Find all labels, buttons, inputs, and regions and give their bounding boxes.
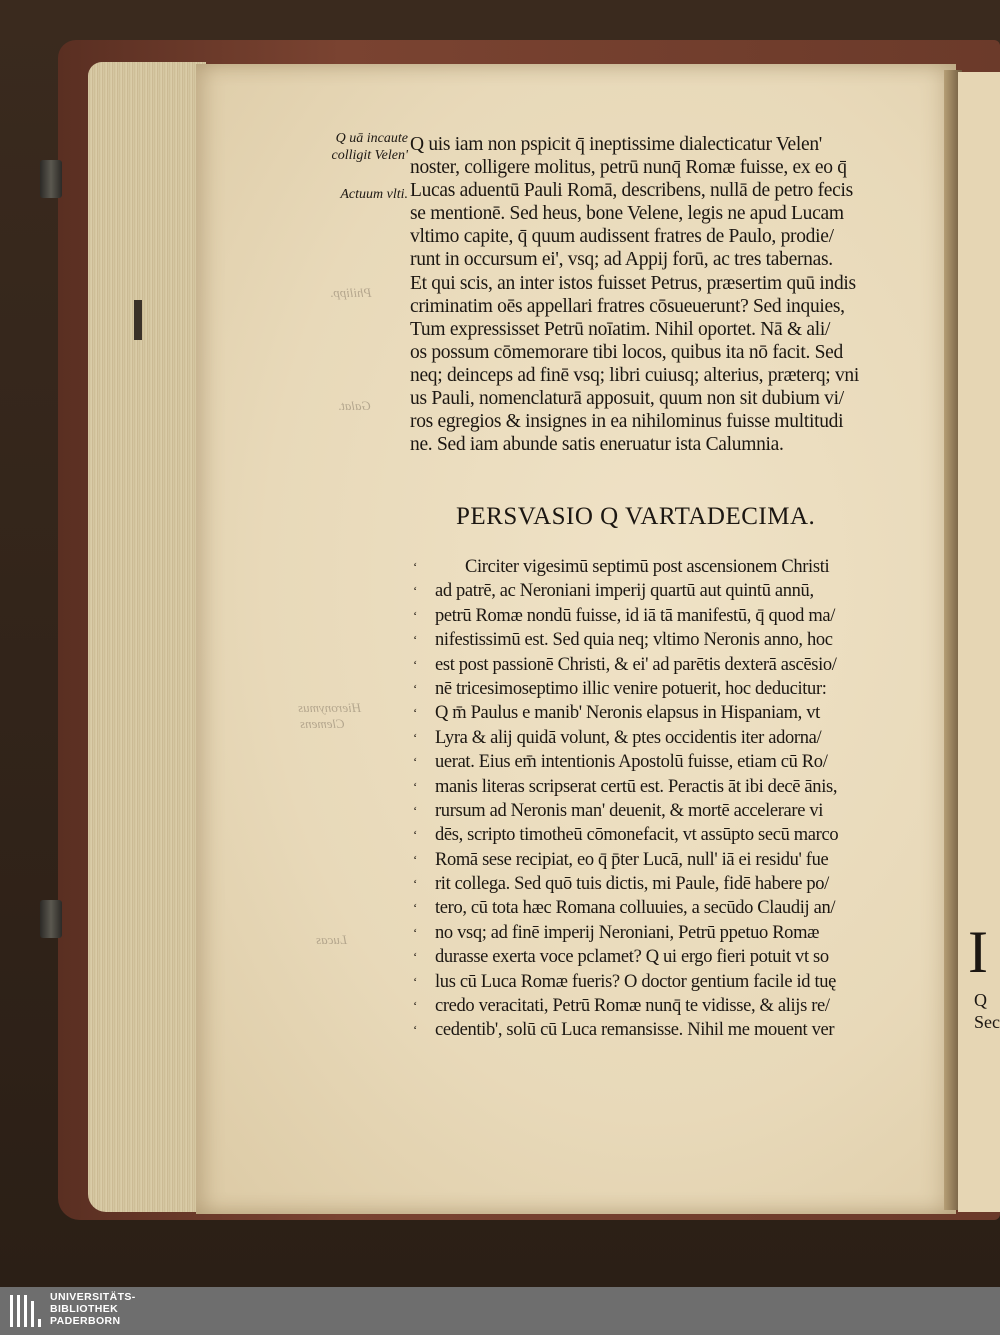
text-line: vltimo capite, q̄ quum audissent fratres de Paulo, prodie/ xyxy=(410,226,834,248)
quote-mark: ʻ xyxy=(413,656,417,672)
text-row xyxy=(413,701,943,725)
quote-mark: ʻ xyxy=(413,729,417,745)
text-line: Lyra & alij quidā volunt, & ptes occidentis iter adorna/ xyxy=(435,727,822,748)
marginal-notes xyxy=(282,130,408,203)
show-through-text: Clemens xyxy=(300,716,345,731)
body-text-upper xyxy=(410,133,940,456)
facing-page-fragment: Q xyxy=(974,990,987,1010)
text-row xyxy=(413,775,943,799)
text-line: rursum ad Neronis man' deuenit, & mortē accelerare vi xyxy=(435,800,824,821)
text-line: tero, cū tota hæc Romana colluuies, a secūdo Claudij an/ xyxy=(435,898,836,919)
marginal-note-1-line-1: Q uā incaute xyxy=(335,131,408,146)
institution-line-2: BIBLIOTHEK xyxy=(50,1303,119,1315)
quote-mark: ʻ xyxy=(413,754,417,770)
text-line: nē tricesimoseptimo illic venire potuerit, hoc deducitur: xyxy=(435,678,827,699)
text-row xyxy=(413,872,943,896)
text-row xyxy=(413,750,943,774)
institution-name xyxy=(50,1291,136,1327)
marginal-note-1-line-2: colligit Velen' xyxy=(331,148,408,163)
clasp-top xyxy=(40,160,62,198)
facing-page-edge xyxy=(958,72,1000,1212)
text-line: noster, colligere molitus, petrū nunq̄ Romæ fuisse, ex eo q̄ xyxy=(410,157,847,179)
text-line: Q uis iam non pspicit q̄ ineptissime dialecticatur Velen' xyxy=(410,134,823,155)
quote-mark: ʻ xyxy=(413,1022,417,1038)
text-line: nifestissimū est. Sed quia neq; vltimo Neronis anno, hoc xyxy=(435,630,833,651)
text-row xyxy=(413,799,943,823)
section-heading: PERSVASIO Q VARTADECIMA. xyxy=(456,503,816,530)
show-through-text: Philipp. xyxy=(330,285,372,300)
text-line: Romā sese recipiat, eo q̄ p̄ter Lucā, null' iā ei residu' fue xyxy=(435,849,829,870)
text-line: os possum cōmemorare tibi locos, quibus ita nō facit. Sed xyxy=(410,341,843,363)
quote-mark: ʻ xyxy=(413,802,417,818)
institution-line-3: PADERBORN xyxy=(50,1315,121,1327)
text-line: Q m̄ Paulus e manib' Neronis elapsus in Hispaniam, vt xyxy=(435,703,820,724)
clasp-bottom xyxy=(40,900,62,938)
text-row xyxy=(413,677,943,701)
marginal-note-2: Actuum vlti. xyxy=(340,187,408,202)
text-row xyxy=(413,653,943,677)
text-line: se mentionē. Sed heus, bone Velene, legis ne apud Lucam xyxy=(410,203,844,225)
text-line: lus cū Luca Romæ fueris? O doctor gentium facile id tuę xyxy=(435,971,836,992)
text-line: criminatim oēs appellari fratres cōsueuerunt? Sed inquies, xyxy=(410,295,845,317)
quote-mark: ʻ xyxy=(413,827,417,843)
body-text-lower xyxy=(413,555,943,1043)
quote-mark: ʻ xyxy=(413,949,417,965)
text-line: durasse exerta voce pclamet? Q ui ergo fieri potuit vt so xyxy=(435,947,829,968)
facing-page-initial: I xyxy=(968,919,988,985)
text-row xyxy=(413,848,943,872)
text-row xyxy=(413,970,943,994)
text-line: runt in occursum ei', vsq; ad Appij forū, ac tres tabernas. xyxy=(410,249,833,271)
text-line: uerat. Eius em̄ intentionis Apostolū fuisse, etiam cū Ro/ xyxy=(435,752,828,773)
text-row xyxy=(413,604,943,628)
text-line: est post passionē Christi, & ei' ad parētis dexterā ascēsio/ xyxy=(435,654,837,675)
text-row xyxy=(413,823,943,847)
text-line: cedentib', solū cū Luca remansisse. Nihil me mouent ver xyxy=(435,1020,835,1041)
text-row xyxy=(413,921,943,945)
quote-mark: ʻ xyxy=(413,973,417,989)
text-line: no vsq; ad finē imperij Neroniani, Petrū ppetuo Romæ xyxy=(435,922,820,943)
text-row xyxy=(413,994,943,1018)
text-line: Circiter vigesimū septimū post ascensionem Christi xyxy=(465,557,830,577)
text-line: petrū Romæ nondū fuisse, id iā tā manifestū, q̄ quod ma/ xyxy=(435,605,836,626)
text-line: rit collega. Sed quō tuis dictis, mi Paule, fidē habere po/ xyxy=(435,874,829,895)
text-line: ne. Sed iam abunde satis eneruatur ista Calumnia. xyxy=(410,434,784,456)
quote-mark: ʻ xyxy=(413,998,417,1014)
quote-mark: ʻ xyxy=(413,632,417,648)
quote-mark: ʻ xyxy=(413,680,417,696)
text-line: Et qui scis, an inter istos fuisset Petrus, præsertim quū indis xyxy=(410,272,856,294)
facing-page-fragment: Sec xyxy=(974,1012,1000,1032)
text-line: Lucas aduentū Pauli Romā, describens, nullā de petro fecis xyxy=(410,180,853,202)
show-through-text: Hieronymus xyxy=(298,700,362,715)
text-row xyxy=(413,555,943,579)
quote-mark: ʻ xyxy=(413,583,417,599)
text-row xyxy=(413,726,943,750)
text-line: Tum expressisset Petrū noīatim. Nihil oportet. Nā & ali/ xyxy=(410,318,831,340)
quote-mark: ʻ xyxy=(413,900,417,916)
text-line: credo veracitati, Petrū Romæ nunq̄ te vidisse, & alijs re/ xyxy=(435,996,830,1017)
quote-mark: ʻ xyxy=(413,876,417,892)
text-row xyxy=(413,579,943,603)
text-line: dēs, scripto timotheū cōmonefacit, vt assūpto secū marco xyxy=(435,825,839,846)
show-through-text: Lucas xyxy=(316,932,348,947)
text-line: us Pauli, nomenclaturā apposuit, quum non sit dubium vi/ xyxy=(410,388,844,410)
library-footer-bar xyxy=(0,1287,1000,1335)
text-row xyxy=(413,945,943,969)
page-edges xyxy=(88,62,206,1212)
quote-mark: ʻ xyxy=(413,607,417,623)
page-tab xyxy=(134,300,142,340)
institution-line-1: UNIVERSITÄTS- xyxy=(50,1291,136,1303)
text-row xyxy=(413,628,943,652)
text-line: ros egregios & insignes in ea nihilominus fuisse multitudi xyxy=(410,411,844,433)
quote-mark: ʻ xyxy=(413,924,417,940)
quote-mark: ʻ xyxy=(413,778,417,794)
library-logo-icon xyxy=(8,1293,42,1329)
text-line: manis literas scripserat certū est. Peractis āt ibi decē ānis, xyxy=(435,776,838,797)
quote-mark: ʻ xyxy=(413,851,417,867)
text-row xyxy=(413,1018,943,1042)
text-line: ad patrē, ac Neroniani imperij quartū aut quintū annū, xyxy=(435,581,814,602)
text-row xyxy=(413,896,943,920)
quote-mark: ʻ xyxy=(413,559,417,574)
text-line: neq; deinceps ad finē vsq; libri cuiusq; alterius, præterq; vni xyxy=(410,364,859,386)
show-through-text: Galat. xyxy=(338,398,371,413)
quote-mark: ʻ xyxy=(413,705,417,721)
